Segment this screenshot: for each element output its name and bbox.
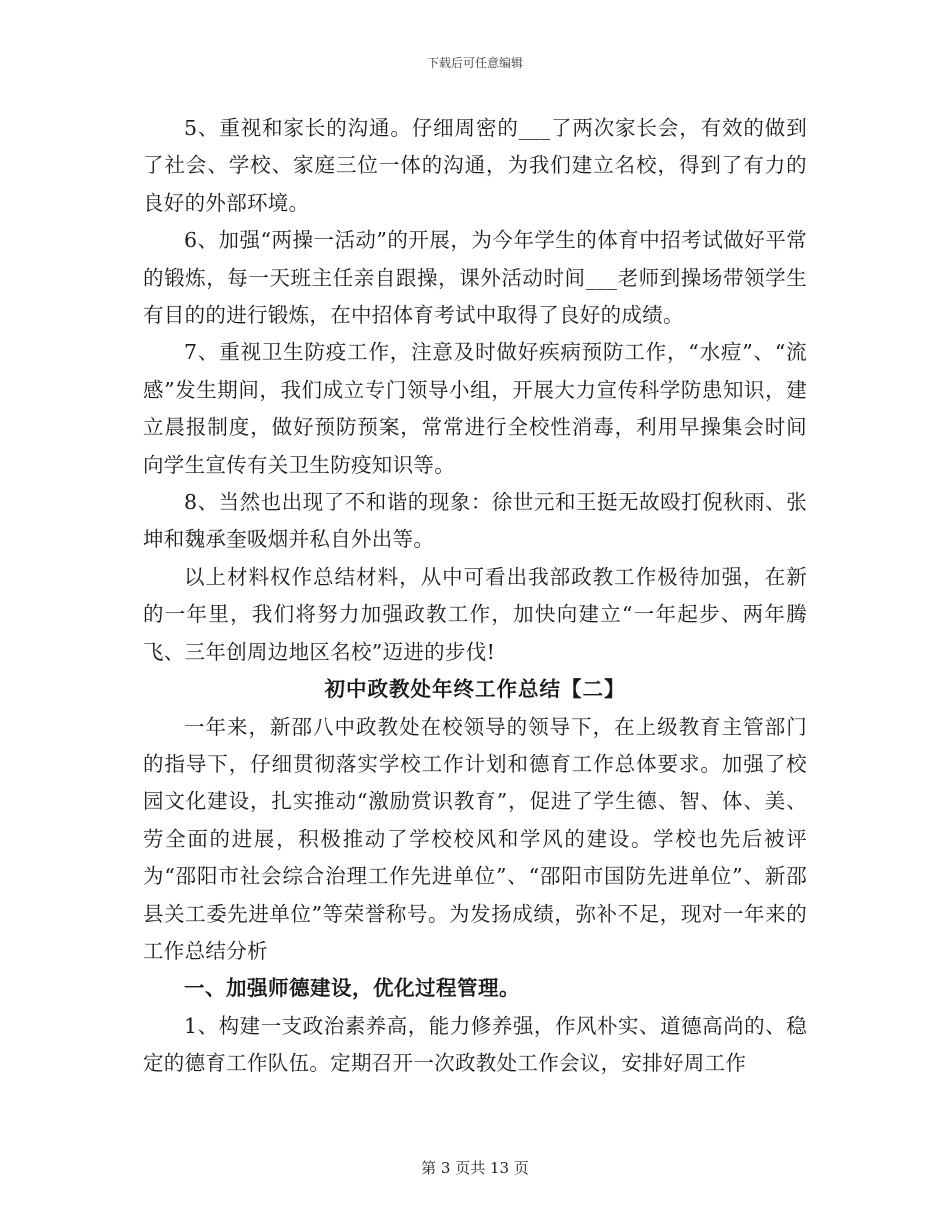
subheading: 一、加强师德建设，优化过程管理。 (184, 976, 520, 1001)
paragraph-conclusion: 以上材料权作总结材料，从中可看出我部政教工作极待加强，在新的一年里，我们将努力加强政教工作，加快向建立“一年起步、两年腾飞、三年创周边地区名校”迈进的步伐! (143, 564, 807, 664)
paragraph-intro: 一年来，新邵八中政教处在校领导的领导下，在上级教育主管部门的指导下，仔细贯彻落实学校工作计划和德育工作总体要求。加强了校园文化建设，扎实推动“激励赏识教育”，促进了学生德、智、体、美、劳全面的进展，积极推动了学校校风和学风的建设。学校也先后被评为“邵阳市社会综合治理工作先进单位”、“邵阳市国防先进单位”、新邵县关工委先进单位”等荣誉称号。为发扬成绩，弥补不足，现对一年来的工作总结分析 (143, 714, 807, 963)
paragraph-item-1: 1、构建一支政治素养高，能力修养强，作风朴实、道德高尚的、稳定的德育工作队伍。定期召开一次政教处工作会议，安排好周工作 (143, 1013, 807, 1076)
page-number: 第 3 页共 13 页 (421, 1159, 529, 1177)
paragraph-item-7: 7、重视卫生防疫工作，注意及时做好疾病预防工作，“水痘”、“流感”发生期间，我们成立专门领导小组，开展大力宣传科学防患知识，建立晨报制度，做好预防预案，常常进行全校性消毒，利用早操集会时间向学生宣传有关卫生防疫知识等。 (143, 340, 807, 477)
paragraph-item-8: 8、当然也出现了不和谐的现象：徐世元和王挺无故殴打倪秋雨、张坤和魏承奎吸烟并私自外出等。 (143, 490, 807, 552)
paragraph-item-5: 5、重视和家长的沟通。仔细周密的___了两次家长会，有效的做到了社会、学校、家庭三位一体的沟通，为我们建立名校，得到了有力的良好的外部环境。 (143, 116, 807, 215)
paragraph-item-6: 6、加强“两操一活动”的开展，为今年学生的体育中招考试做好平常的锻炼，每一天班主任亲自跟操，课外活动时间___老师到操场带领学生有目的的进行锻炼，在中招体育考试中取得了良好的成绩。 (143, 228, 807, 328)
header-note: 下载后可任意编辑 (426, 56, 523, 70)
section-title: 初中政教处年终工作总结【二】 (324, 677, 626, 702)
document-body (143, 110, 807, 1083)
